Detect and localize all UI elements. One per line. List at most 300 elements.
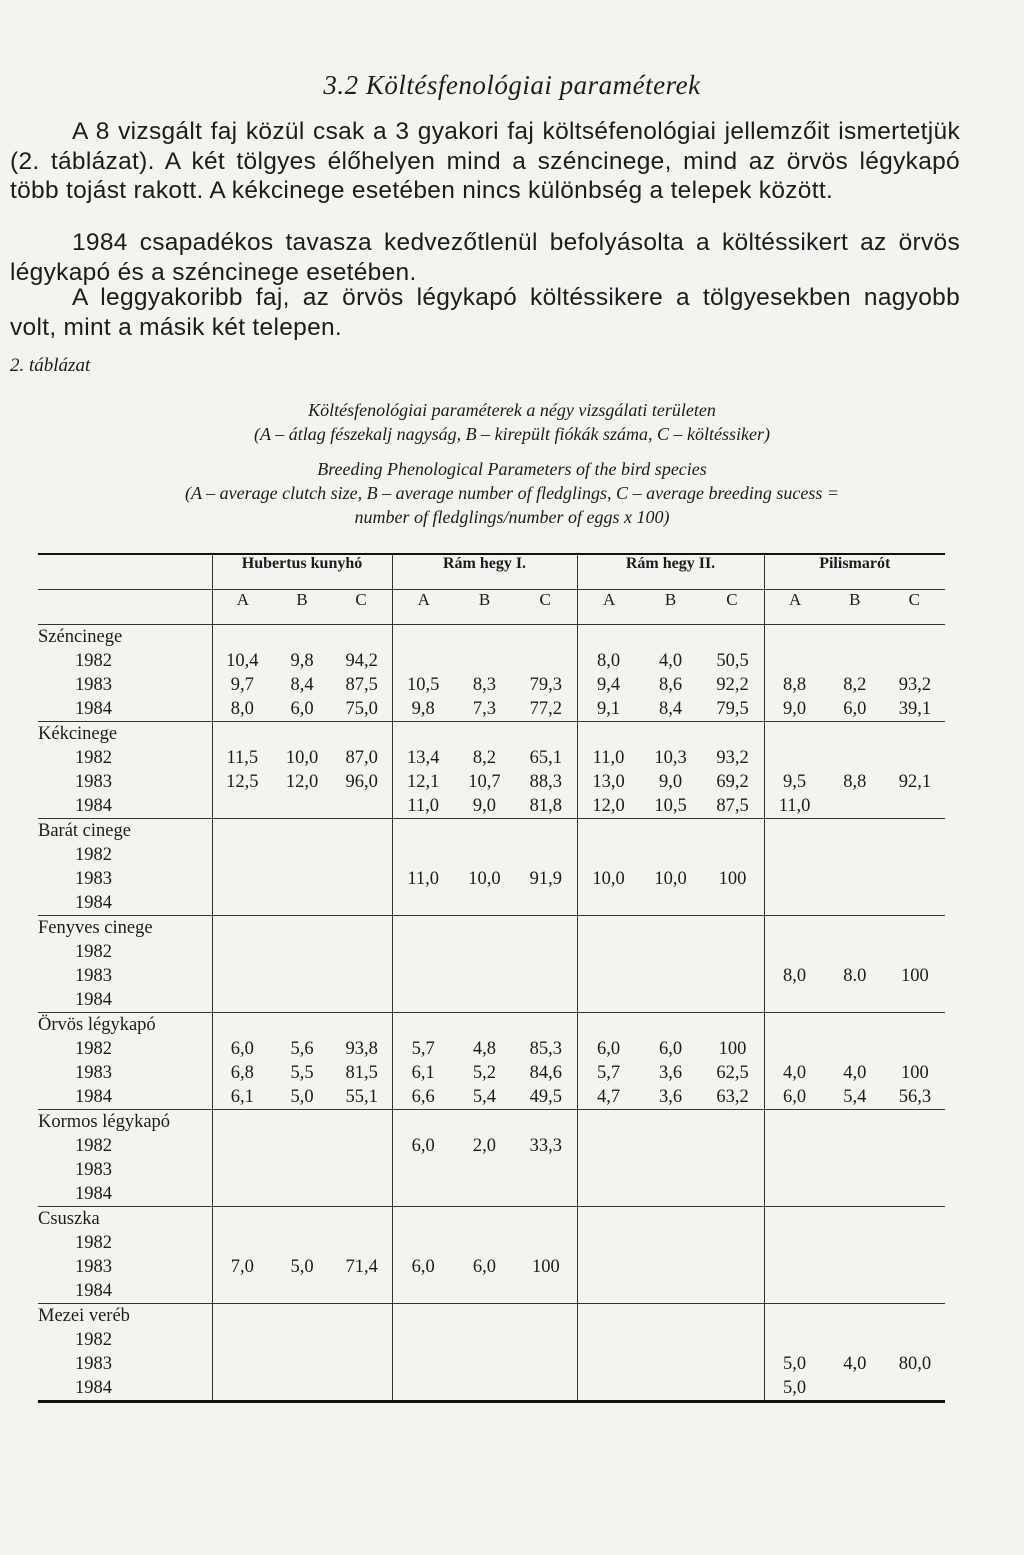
value-c [702, 843, 764, 867]
species-label-cell [38, 1207, 212, 1304]
value-b [640, 1352, 702, 1376]
value-line [393, 1158, 577, 1182]
value-c: 77,2 [529, 699, 562, 719]
value-a [765, 649, 825, 673]
value-c [885, 1231, 945, 1255]
value-c [702, 1255, 764, 1279]
value-c: 50,5 [716, 651, 749, 671]
value-c [885, 794, 945, 818]
site-cell [577, 1013, 764, 1110]
value-b: 5,4 [472, 1087, 497, 1107]
value-line [213, 1037, 392, 1061]
value-a [213, 794, 273, 818]
caption-hu-line-2: (A – átlag fészekalj nagyság, B – kirepült fiókák száma, C – költéssiker) [254, 424, 770, 444]
subcolumn-header-row [38, 590, 945, 625]
value-b [640, 988, 702, 1012]
value-c: 56,3 [898, 1087, 932, 1107]
value-b [640, 1182, 702, 1206]
site-cell [764, 722, 945, 819]
value-line [765, 843, 946, 867]
table-label: 2. táblázat [10, 355, 91, 376]
value-a [213, 1279, 273, 1303]
subcol-c: C [726, 590, 738, 609]
value-a [578, 1376, 640, 1400]
value-line [578, 673, 764, 697]
value-line [393, 1255, 577, 1279]
value-line [393, 649, 577, 673]
value-b [272, 1182, 332, 1206]
value-a: 6,0 [596, 1039, 621, 1059]
value-a [213, 1134, 273, 1158]
value-b [272, 843, 332, 867]
value-a: 6,0 [230, 1039, 254, 1059]
value-a [393, 1279, 454, 1303]
value-b [825, 843, 885, 867]
value-a [393, 1328, 454, 1352]
value-c [702, 1279, 764, 1303]
site-cell [212, 625, 392, 722]
value-line [213, 1158, 392, 1182]
spacer-line [393, 916, 577, 940]
species-name: Örvös légykapó [38, 1015, 156, 1035]
value-line [578, 770, 764, 794]
value-c: 81,8 [529, 796, 562, 816]
value-c [702, 1182, 764, 1206]
value-line [765, 1158, 946, 1182]
value-b: 10,3 [654, 748, 687, 768]
value-c [702, 1231, 764, 1255]
value-b [825, 1328, 885, 1352]
value-a: 5,7 [411, 1039, 435, 1059]
value-a: 6,0 [411, 1136, 435, 1156]
value-b [640, 891, 702, 915]
value-b: 2,0 [472, 1136, 497, 1156]
value-a [765, 843, 825, 867]
site-cell [764, 1013, 945, 1110]
species-name: Mezei veréb [38, 1306, 130, 1326]
value-b [825, 746, 885, 770]
value-line [213, 746, 392, 770]
value-b [640, 1158, 702, 1182]
site-cell [577, 916, 764, 1013]
site-cell [577, 1304, 764, 1402]
value-c [702, 964, 764, 988]
value-c [885, 1134, 945, 1158]
value-c: 91,9 [529, 869, 562, 889]
species-label-cell [38, 1304, 212, 1402]
subcol-b: B [296, 590, 308, 609]
value-line [213, 1085, 392, 1109]
value-b: 8,4 [658, 699, 683, 719]
value-c: 94,2 [345, 651, 378, 671]
value-b: 9,0 [658, 772, 683, 792]
subcol-a: A [789, 590, 802, 609]
value-b: 8,2 [843, 675, 867, 695]
value-line [213, 794, 392, 818]
value-c [332, 1182, 392, 1206]
value-c: 96,0 [345, 772, 378, 792]
value-a [578, 940, 640, 964]
value-line [765, 1328, 946, 1352]
value-c [885, 746, 945, 770]
species-group-row [38, 819, 945, 916]
value-a [213, 1376, 273, 1400]
value-a [765, 988, 825, 1012]
value-line [578, 1352, 764, 1376]
site-cell [212, 1013, 392, 1110]
value-a: 13,4 [406, 748, 440, 768]
value-c [515, 1158, 576, 1182]
value-b [454, 1352, 515, 1376]
value-line [213, 673, 392, 697]
site-cell [212, 722, 392, 819]
value-b [825, 649, 885, 673]
value-b [825, 1255, 885, 1279]
value-c [332, 1352, 392, 1376]
spacer-line [578, 722, 764, 746]
value-line [765, 770, 946, 794]
value-a [393, 843, 454, 867]
value-a [765, 891, 825, 915]
value-b: 10,7 [468, 772, 501, 792]
value-line [213, 1231, 392, 1255]
value-line [393, 697, 577, 721]
value-b: 4,0 [658, 651, 683, 671]
value-b: 4,0 [843, 1063, 867, 1083]
value-a [393, 1231, 454, 1255]
site-cell [577, 1207, 764, 1304]
value-b: 5,0 [290, 1087, 314, 1107]
value-line [578, 891, 764, 915]
spacer-line [393, 625, 577, 649]
species-name: Fenyves cinege [38, 918, 153, 938]
value-a: 11,5 [226, 748, 259, 768]
value-line [765, 964, 946, 988]
subcol-b: B [664, 590, 677, 609]
value-line [765, 697, 946, 721]
breeding-parameters-table [38, 553, 945, 1403]
spacer-line [578, 1110, 764, 1134]
value-b [825, 891, 885, 915]
species-group-row [38, 1304, 945, 1402]
species-group-row [38, 722, 945, 819]
value-c [332, 1231, 392, 1255]
value-c [515, 1328, 576, 1352]
value-c [885, 1182, 945, 1206]
value-line [578, 1376, 764, 1400]
value-line [393, 964, 577, 988]
value-line [393, 1352, 577, 1376]
value-a [578, 1352, 640, 1376]
site-cell [392, 1207, 577, 1304]
abc-header [764, 590, 945, 625]
value-b: 5,5 [290, 1063, 314, 1083]
spacer-line [213, 1304, 392, 1328]
value-line [765, 746, 946, 770]
value-line [578, 940, 764, 964]
value-c [515, 940, 576, 964]
year-label: 1984 [75, 796, 112, 816]
value-b: 10,5 [654, 796, 687, 816]
value-line [578, 649, 764, 673]
species-name: Csuszka [38, 1209, 100, 1229]
value-a [213, 843, 273, 867]
value-b: 3,6 [658, 1087, 683, 1107]
value-c [515, 988, 576, 1012]
caption-en-line-2: (A – average clutch size, B – average number of fledglings, C – average breeding sucess = [184, 483, 839, 503]
value-line [765, 1279, 946, 1303]
value-a [213, 1352, 273, 1376]
value-a [213, 867, 273, 891]
value-a [213, 1158, 273, 1182]
value-b: 6,0 [290, 699, 314, 719]
value-b [825, 794, 885, 818]
value-b [454, 891, 515, 915]
value-b: 8,6 [658, 675, 683, 695]
value-c: 85,3 [529, 1039, 562, 1059]
value-line [213, 1255, 392, 1279]
value-c [885, 940, 945, 964]
spacer-line [393, 1304, 577, 1328]
spacer-line [765, 1110, 946, 1134]
value-a: 8,8 [783, 675, 807, 695]
value-b [640, 964, 702, 988]
value-c [885, 1328, 945, 1352]
value-a [765, 1158, 825, 1182]
value-a: 8,0 [230, 699, 254, 719]
value-b [272, 867, 332, 891]
value-c [702, 1376, 764, 1400]
value-a [213, 1328, 273, 1352]
site-cell [392, 916, 577, 1013]
value-line [213, 770, 392, 794]
subcol-c: C [908, 590, 920, 609]
site-cell [392, 1110, 577, 1207]
species-name: Barát cinege [38, 821, 131, 841]
value-line [213, 940, 392, 964]
value-c [702, 1158, 764, 1182]
value-c [515, 1352, 576, 1376]
value-b: 4,8 [472, 1039, 497, 1059]
value-a [578, 843, 640, 867]
spacer-line [213, 1207, 392, 1231]
species-name: Kormos légykapó [38, 1112, 171, 1132]
value-b: 10,0 [654, 869, 687, 889]
value-a: 12,5 [226, 772, 259, 792]
value-a: 12,0 [592, 796, 625, 816]
value-a [393, 649, 454, 673]
year-label: 1982 [75, 748, 112, 768]
year-label: 1983 [75, 1257, 112, 1277]
year-label: 1982 [75, 651, 112, 671]
year-label: 1984 [75, 990, 112, 1010]
value-line [578, 1231, 764, 1255]
value-c [515, 891, 576, 915]
value-b [454, 964, 515, 988]
year-label: 1982 [75, 1233, 112, 1253]
value-b [272, 1376, 332, 1400]
site-header-row [38, 554, 945, 590]
value-line [213, 1352, 392, 1376]
species-group-row [38, 1110, 945, 1207]
value-c [515, 1376, 576, 1400]
value-line [213, 1182, 392, 1206]
value-a [578, 891, 640, 915]
header-corner [38, 554, 212, 590]
value-a [765, 1231, 825, 1255]
site-cell [577, 819, 764, 916]
value-a [578, 964, 640, 988]
value-line [213, 1376, 392, 1400]
year-label: 1984 [75, 1281, 112, 1301]
site-cell [764, 819, 945, 916]
value-line [213, 867, 392, 891]
site-cell [392, 1013, 577, 1110]
site-cell [212, 1207, 392, 1304]
value-c [332, 1158, 392, 1182]
value-line [765, 673, 946, 697]
value-line [765, 649, 946, 673]
value-line [578, 1061, 764, 1085]
caption-hu-line-1: Költésfenológiai paraméterek a négy vizsgálati területen [308, 400, 716, 420]
value-line [765, 1134, 946, 1158]
value-c: 93,8 [345, 1039, 378, 1059]
value-line [765, 794, 946, 818]
value-line [578, 1279, 764, 1303]
species-label-cell [38, 625, 212, 722]
value-line [213, 964, 392, 988]
species-name: Széncinege [38, 627, 123, 647]
value-line [393, 746, 577, 770]
value-c [515, 1231, 576, 1255]
value-c [332, 891, 392, 915]
value-c [885, 1037, 945, 1061]
value-c: 93,2 [716, 748, 749, 768]
species-label-cell [38, 722, 212, 819]
paragraph-2: 1984 csapadékos tavasza kedvezőtlenül befolyásolta a költéssikert az örvös légykapó és a széncinege esetében. [10, 229, 960, 286]
value-b [640, 1255, 702, 1279]
value-b: 12,0 [285, 772, 319, 792]
value-a: 8,0 [596, 651, 621, 671]
value-a: 4,7 [596, 1087, 621, 1107]
value-b [272, 1231, 332, 1255]
value-b [454, 1182, 515, 1206]
value-a: 8,0 [783, 966, 807, 986]
value-c [515, 1279, 576, 1303]
value-a: 6,1 [230, 1087, 254, 1107]
value-c: 81,5 [345, 1063, 378, 1083]
site-cell [577, 625, 764, 722]
value-c [885, 891, 945, 915]
value-line [213, 697, 392, 721]
spacer-line [578, 625, 764, 649]
value-a [578, 1328, 640, 1352]
value-c: 100 [901, 1063, 929, 1083]
value-line [393, 1328, 577, 1352]
value-c [515, 649, 576, 673]
value-line [765, 1376, 946, 1400]
value-b [272, 988, 332, 1012]
subcol-a: A [236, 590, 250, 609]
value-b [454, 843, 515, 867]
value-a [393, 891, 454, 915]
value-b [640, 940, 702, 964]
value-line [578, 964, 764, 988]
value-b: 8,3 [472, 675, 497, 695]
value-a [578, 1158, 640, 1182]
value-a [765, 1255, 825, 1279]
value-b: 5,2 [472, 1063, 497, 1083]
year-label: 1983 [75, 675, 112, 695]
section-heading: 3.2 Költésfenológiai paraméterek [323, 70, 701, 100]
value-c [885, 1255, 945, 1279]
value-b [825, 867, 885, 891]
value-c [332, 964, 392, 988]
caption-english [0, 457, 1024, 529]
value-c: 75,0 [345, 699, 378, 719]
value-c [515, 843, 576, 867]
value-b [272, 1279, 332, 1303]
year-label: 1984 [75, 1184, 112, 1204]
value-line [393, 1085, 577, 1109]
value-b [272, 1352, 332, 1376]
value-b [272, 1158, 332, 1182]
site-cell [392, 819, 577, 916]
species-group-row [38, 1207, 945, 1304]
spacer-line [578, 1304, 764, 1328]
value-c [885, 1158, 945, 1182]
value-a [765, 1134, 825, 1158]
value-a [765, 940, 825, 964]
value-a [765, 1037, 825, 1061]
value-line [393, 988, 577, 1012]
value-a [213, 964, 273, 988]
site-cell [392, 722, 577, 819]
value-a [578, 1255, 640, 1279]
value-a: 6,6 [411, 1087, 435, 1107]
value-a: 9,8 [411, 699, 435, 719]
value-b: 6,0 [658, 1039, 683, 1059]
species-group-row [38, 916, 945, 1013]
value-c [332, 1279, 392, 1303]
value-a [578, 1134, 640, 1158]
species-group-row [38, 625, 945, 722]
paragraph-1: A 8 vizsgált faj közül csak a 3 gyakori faj költséfenológiai jellemzőit ismertetjük (2. táblázat). A két tölgyes élőhelyen mind a széncinege, mind az örvös légykapó több tojást rakott. A kékcinege esetében nincs különbség a telepek között. [10, 118, 960, 204]
abc-header [577, 590, 764, 625]
value-b: 7,3 [472, 699, 497, 719]
value-b [640, 843, 702, 867]
value-a: 10,0 [592, 869, 625, 889]
value-line [213, 1061, 392, 1085]
value-a: 5,0 [783, 1354, 807, 1374]
value-c [332, 1376, 392, 1400]
value-line [213, 891, 392, 915]
year-label: 1984 [75, 1087, 112, 1107]
value-a [213, 988, 273, 1012]
value-a [393, 1158, 454, 1182]
value-c: 100 [718, 1039, 747, 1059]
value-line [578, 1037, 764, 1061]
site-cell [764, 1304, 945, 1402]
value-line [765, 940, 946, 964]
value-line [765, 1037, 946, 1061]
year-label: 1982 [75, 1330, 112, 1350]
value-a [765, 867, 825, 891]
value-line [213, 649, 392, 673]
value-c [885, 1279, 945, 1303]
site-cell [392, 1304, 577, 1402]
year-label: 1983 [75, 1160, 112, 1180]
